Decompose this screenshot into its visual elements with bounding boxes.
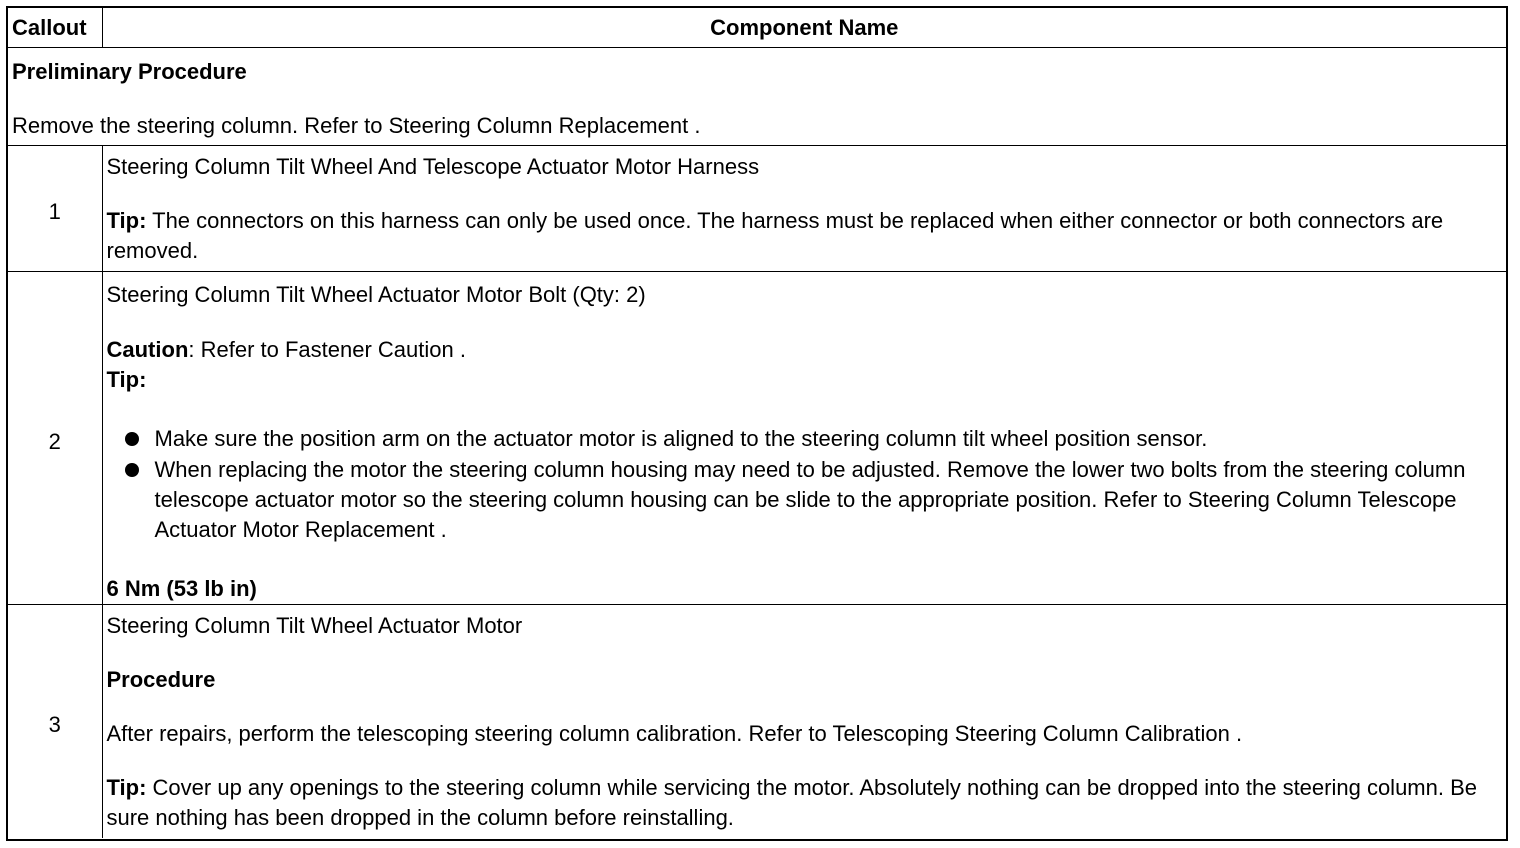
list-item — [155, 424, 1503, 454]
bullet-text: Make sure the position arm on the actuator motor is aligned to the steering column tilt wheel position sensor. — [154, 426, 1208, 451]
bullet-icon — [125, 432, 139, 446]
caution-note — [107, 335, 1503, 365]
component-table-frame — [6, 6, 1508, 841]
component-cell — [102, 605, 1506, 839]
tip-label: Tip: — [106, 208, 147, 233]
torque-spec: 6 Nm (53 lb in) — [106, 576, 257, 601]
preliminary-procedure-text: Remove the steering column. Refer to Steering Column Replacement . — [12, 113, 701, 138]
callout-number: 2 — [8, 272, 102, 605]
component-name: Steering Column Tilt Wheel And Telescope Actuator Motor Harness — [106, 154, 760, 179]
preliminary-procedure-heading: Preliminary Procedure — [12, 59, 247, 84]
caution-label: Caution — [106, 337, 189, 362]
caution-text: : Refer to Fastener Caution . — [188, 337, 466, 362]
callout-column-header: Callout — [8, 8, 102, 48]
list-item — [155, 455, 1503, 545]
table-row — [8, 272, 1506, 605]
component-cell — [102, 146, 1506, 272]
component-name-column-header: Component Name — [102, 8, 1506, 48]
component-cell — [102, 272, 1506, 605]
tip-note — [107, 206, 1503, 266]
table-row — [8, 146, 1506, 272]
preliminary-procedure-row — [8, 48, 1506, 146]
component-name: Steering Column Tilt Wheel Actuator Motor Bolt (Qty: 2) — [106, 282, 646, 307]
tip-label: Tip: — [106, 367, 147, 392]
tip-text: The connectors on this harness can only be used once. The harness must be replaced when either connector or both connectors are removed. — [106, 208, 1444, 263]
tip-note — [107, 773, 1503, 833]
procedure-text: After repairs, perform the telescoping steering column calibration. Refer to Telescoping Steering Column Calibration . — [106, 721, 1243, 746]
component-name: Steering Column Tilt Wheel Actuator Motor — [106, 613, 523, 638]
callout-number: 1 — [8, 146, 102, 272]
tip-text: Cover up any openings to the steering column while servicing the motor. Absolutely nothing can be dropped into the steering column. Be sure nothing has been dropped in the column before reinstalling. — [106, 775, 1478, 830]
bullet-icon — [125, 463, 139, 477]
callout-number: 3 — [8, 605, 102, 839]
preliminary-procedure-cell — [8, 48, 1506, 146]
table-header-row — [8, 8, 1506, 48]
component-table — [8, 8, 1506, 838]
procedure-heading: Procedure — [106, 667, 216, 692]
tip-label: Tip: — [106, 775, 147, 800]
tip-bullet-list — [107, 424, 1503, 545]
table-row — [8, 605, 1506, 839]
bullet-text: When replacing the motor the steering column housing may need to be adjusted. Remove the lower two bolts from the steering column telescope actuator motor so the steering column housing can be slide to the appropriate position. Refer to Steering Column Telescope Actuator Motor Replacement . — [154, 457, 1466, 542]
